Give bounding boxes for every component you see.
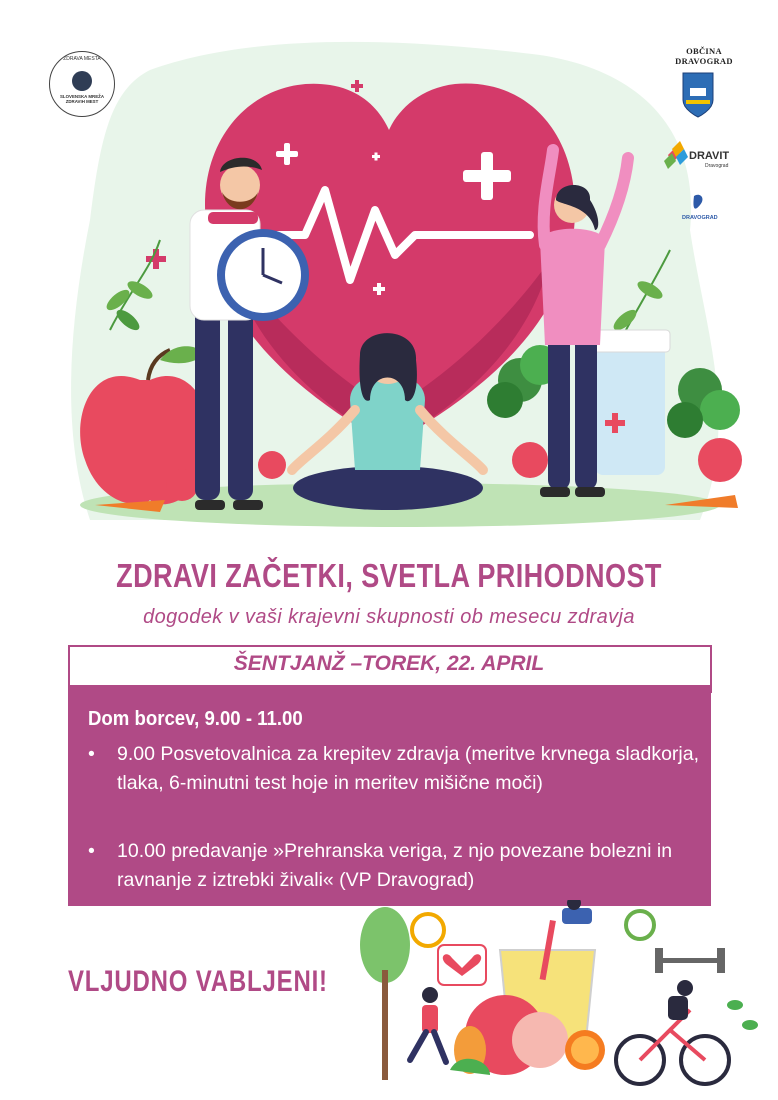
dravit-logo-text: DRAVIT <box>689 150 730 162</box>
bullet-marker: • <box>88 840 95 862</box>
municipality-logo <box>668 46 740 66</box>
dravograd-tourism-icon <box>693 195 702 209</box>
heart-monitor-icon <box>438 945 486 985</box>
page-title: ZDRAVI ZAČETKI, SVETLA PRIHODNOST <box>116 557 662 594</box>
municipality-name: DRAVOGRAD <box>675 56 733 66</box>
runner-figure <box>410 987 446 1062</box>
bullet-marker: • <box>88 743 95 765</box>
page-subtitle: dogodek v vaši krajevni skupnosti ob mesecu zdravja <box>143 606 635 628</box>
pill-jar <box>595 345 665 475</box>
healthy-cities-logo <box>49 51 115 117</box>
municipality-label: OBČINA <box>686 46 722 56</box>
dravograd-coat-of-arms-icon <box>683 73 713 117</box>
program-item <box>88 837 728 897</box>
city-icon <box>72 71 92 91</box>
program-item <box>88 740 728 830</box>
dravograd-logo-text: DRAVOGRAD <box>682 215 718 221</box>
event-date: ŠENTJANŽ –TOREK, 22. APRIL <box>233 652 545 675</box>
program-item-text: 9.00 Posvetovalnica za krepitev zdravja (meritve krvnega sladkorja, tlaka, 6-minutni test hoje in meritev mišične moči) <box>117 743 700 794</box>
invitation-text: VLJUDNO VABLJENI! <box>68 965 328 998</box>
event-venue: Dom borcev, 9.00 - 11.00 <box>88 708 303 730</box>
program-item-text: 10.00 predavanje »Prehranska veriga, z njo povezane bolezni in ravnanje z iztrebki živali« (VP Dravograd) <box>117 840 673 891</box>
logo-text-top: ZDRAVA MESTA <box>63 56 101 62</box>
cyclist-figure <box>616 980 729 1084</box>
clock-icon <box>217 229 309 321</box>
dumbbell-icon <box>655 948 725 973</box>
logo-text-bottom: SLOVENSKA MREŽA ZDRAVIH MEST <box>60 94 104 104</box>
lifestyle-illustration <box>350 900 770 1090</box>
dravit-logo-subtext: Dravograd <box>705 163 729 169</box>
timer-icon <box>412 914 444 946</box>
